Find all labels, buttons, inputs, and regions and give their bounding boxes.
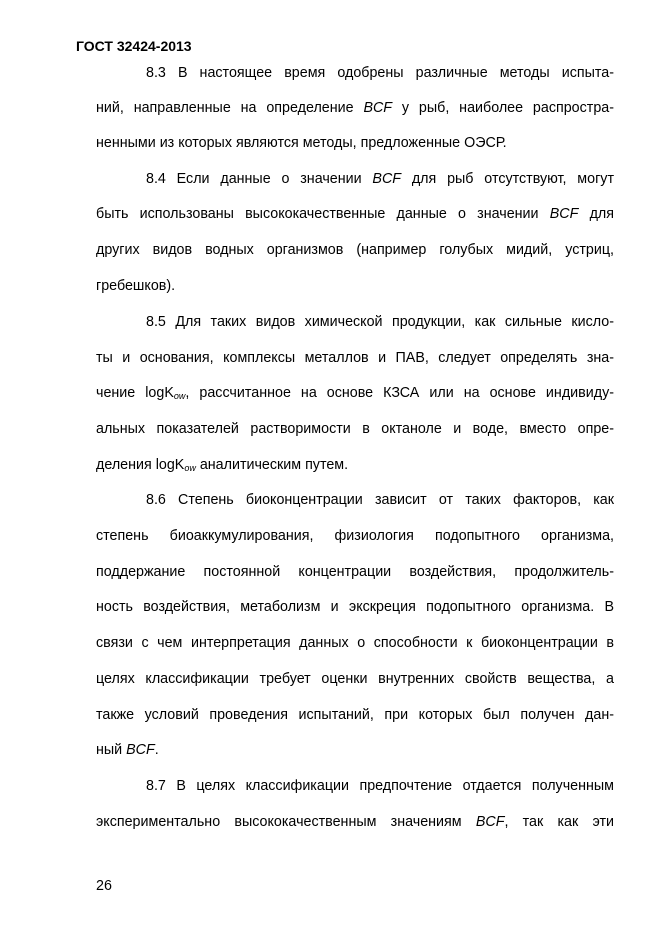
paragraph-8-3-line: ний, направленные на определение BCF у рыб, наиболее распростра- (96, 100, 614, 116)
paragraph-8-4-line: гребешков). (96, 278, 176, 294)
paragraph-8-6-line: поддержание постоянной концентрации воздействия, продолжитель- (96, 564, 614, 580)
paragraph-8-6-line: ность воздействия, метаболизм и экскреция подопытного организма. В (96, 599, 614, 615)
paragraph-8-3-line: ненными из которых являются методы, предложенные ОЭСР. (96, 135, 507, 151)
paragraph-8-7-line: экспериментально высококачественным значениям BCF, так как эти (96, 814, 614, 830)
paragraph-8-6-line: также условий проведения испытаний, при которых был получен дан- (96, 707, 614, 723)
paragraph-8-6-line: целях классификации требует оценки внутренних свойств вещества, а (96, 671, 614, 687)
paragraph-8-5-line: чение logK$_{ow}$, рассчитанное на основе КЗСА или на основе индивиду- (96, 385, 614, 401)
paragraph-8-6-line: 8.6 Степень биоконцентрации зависит от таких факторов, как (146, 492, 614, 508)
paragraph-8-7-line: 8.7 В целях классификации предпочтение отдается полученным (146, 778, 614, 794)
paragraph-8-6-line: степень биоаккумулирования, физиология подопытного организма, (96, 528, 614, 544)
paragraph-8-6-line: связи с чем интерпретация данных о способности к биоконцентрации в (96, 635, 614, 651)
paragraph-8-4-line: быть использованы высококачественные данные о значении BCF для (96, 206, 614, 222)
paragraph-8-5-line: деления logK$_{ow}$ аналитическим путем. (96, 457, 349, 473)
paragraph-8-5-line: альных показателей растворимости в октаноле и воде, вместо опре- (96, 421, 614, 437)
paragraph-8-5-line: 8.5 Для таких видов химической продукции, как сильные кисло- (146, 314, 614, 330)
paragraph-8-5-line: ты и основания, комплексы металлов и ПАВ, следует определять зна- (96, 350, 614, 366)
page-number: 26 (96, 878, 112, 894)
paragraph-8-4-line: 8.4 Если данные о значении BCF для рыб отсутствуют, могут (146, 171, 614, 187)
paragraph-8-6-line: ный BCF. (96, 742, 159, 758)
document-header: ГОСТ 32424-2013 (76, 38, 192, 54)
paragraph-8-3-line: 8.3 В настоящее время одобрены различные методы испыта- (146, 65, 614, 81)
paragraph-8-4-line: других видов водных организмов (например голубых мидий, устриц, (96, 242, 614, 258)
